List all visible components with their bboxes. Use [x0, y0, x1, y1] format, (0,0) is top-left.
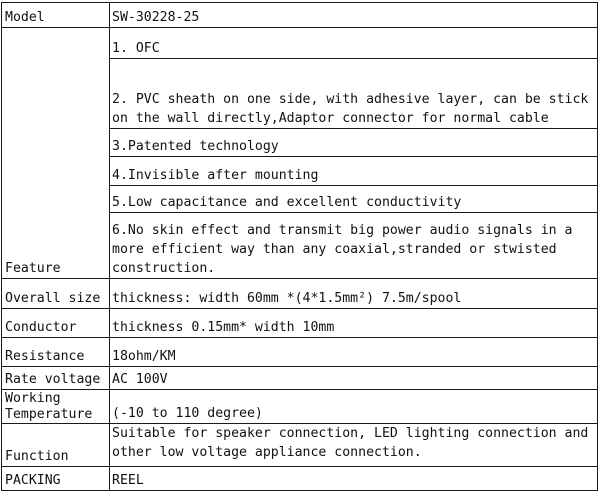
model-label: Model [2, 3, 110, 28]
table-row-function [2, 424, 598, 467]
resistance-label: Resistance [2, 338, 110, 367]
working-temperature-label-line2: Temperature [5, 407, 93, 422]
table-row-feature-1 [2, 28, 598, 59]
table-row-overall-size [2, 279, 598, 309]
working-temperature-label [2, 390, 110, 424]
working-temperature-label-line1: Working [5, 391, 61, 406]
packing-label: PACKING [2, 467, 110, 491]
conductor-value: thickness 0.15mm* width 10mm [110, 309, 598, 338]
overall-size-label: Overall size [2, 279, 110, 309]
function-label: Function [2, 424, 110, 467]
conductor-label: Conductor [2, 309, 110, 338]
feature-item-3: 3.Patented technology [110, 129, 598, 157]
resistance-value: 18ohm/KM [110, 338, 598, 367]
table-row-resistance [2, 338, 598, 367]
overall-size-value: thickness: width 60mm *(4*1.5mm²) 7.5m/spool [110, 279, 598, 309]
feature-item-5: 5.Low capacitance and excellent conductivity [110, 186, 598, 213]
table-row-conductor [2, 309, 598, 338]
feature-item-6: 6.No skin effect and transmit big power audio signals in a more efficient way than any coaxial,stranded or stwisted construction. [110, 213, 598, 279]
rate-voltage-value: AC 100V [110, 367, 598, 390]
spec-table [1, 2, 598, 491]
rate-voltage-label: Rate voltage [2, 367, 110, 390]
table-row-model [2, 3, 598, 28]
packing-value: REEL [110, 467, 598, 491]
feature-item-2: 2. PVC sheath on one side, with adhesive layer, can be stick on the wall directly,Adaptor connector for normal cable [110, 59, 598, 129]
working-temperature-value: (-10 to 110 degree) [110, 390, 598, 424]
table-row-working-temperature [2, 390, 598, 424]
function-value: Suitable for speaker connection, LED lighting connection and other low voltage appliance connection. [110, 424, 598, 467]
feature-item-1: 1. OFC [110, 28, 598, 59]
feature-label: Feature [2, 28, 110, 279]
feature-item-4: 4.Invisible after mounting [110, 157, 598, 186]
table-row-packing [2, 467, 598, 491]
table-row-rate-voltage [2, 367, 598, 390]
model-value: SW-30228-25 [110, 3, 598, 28]
